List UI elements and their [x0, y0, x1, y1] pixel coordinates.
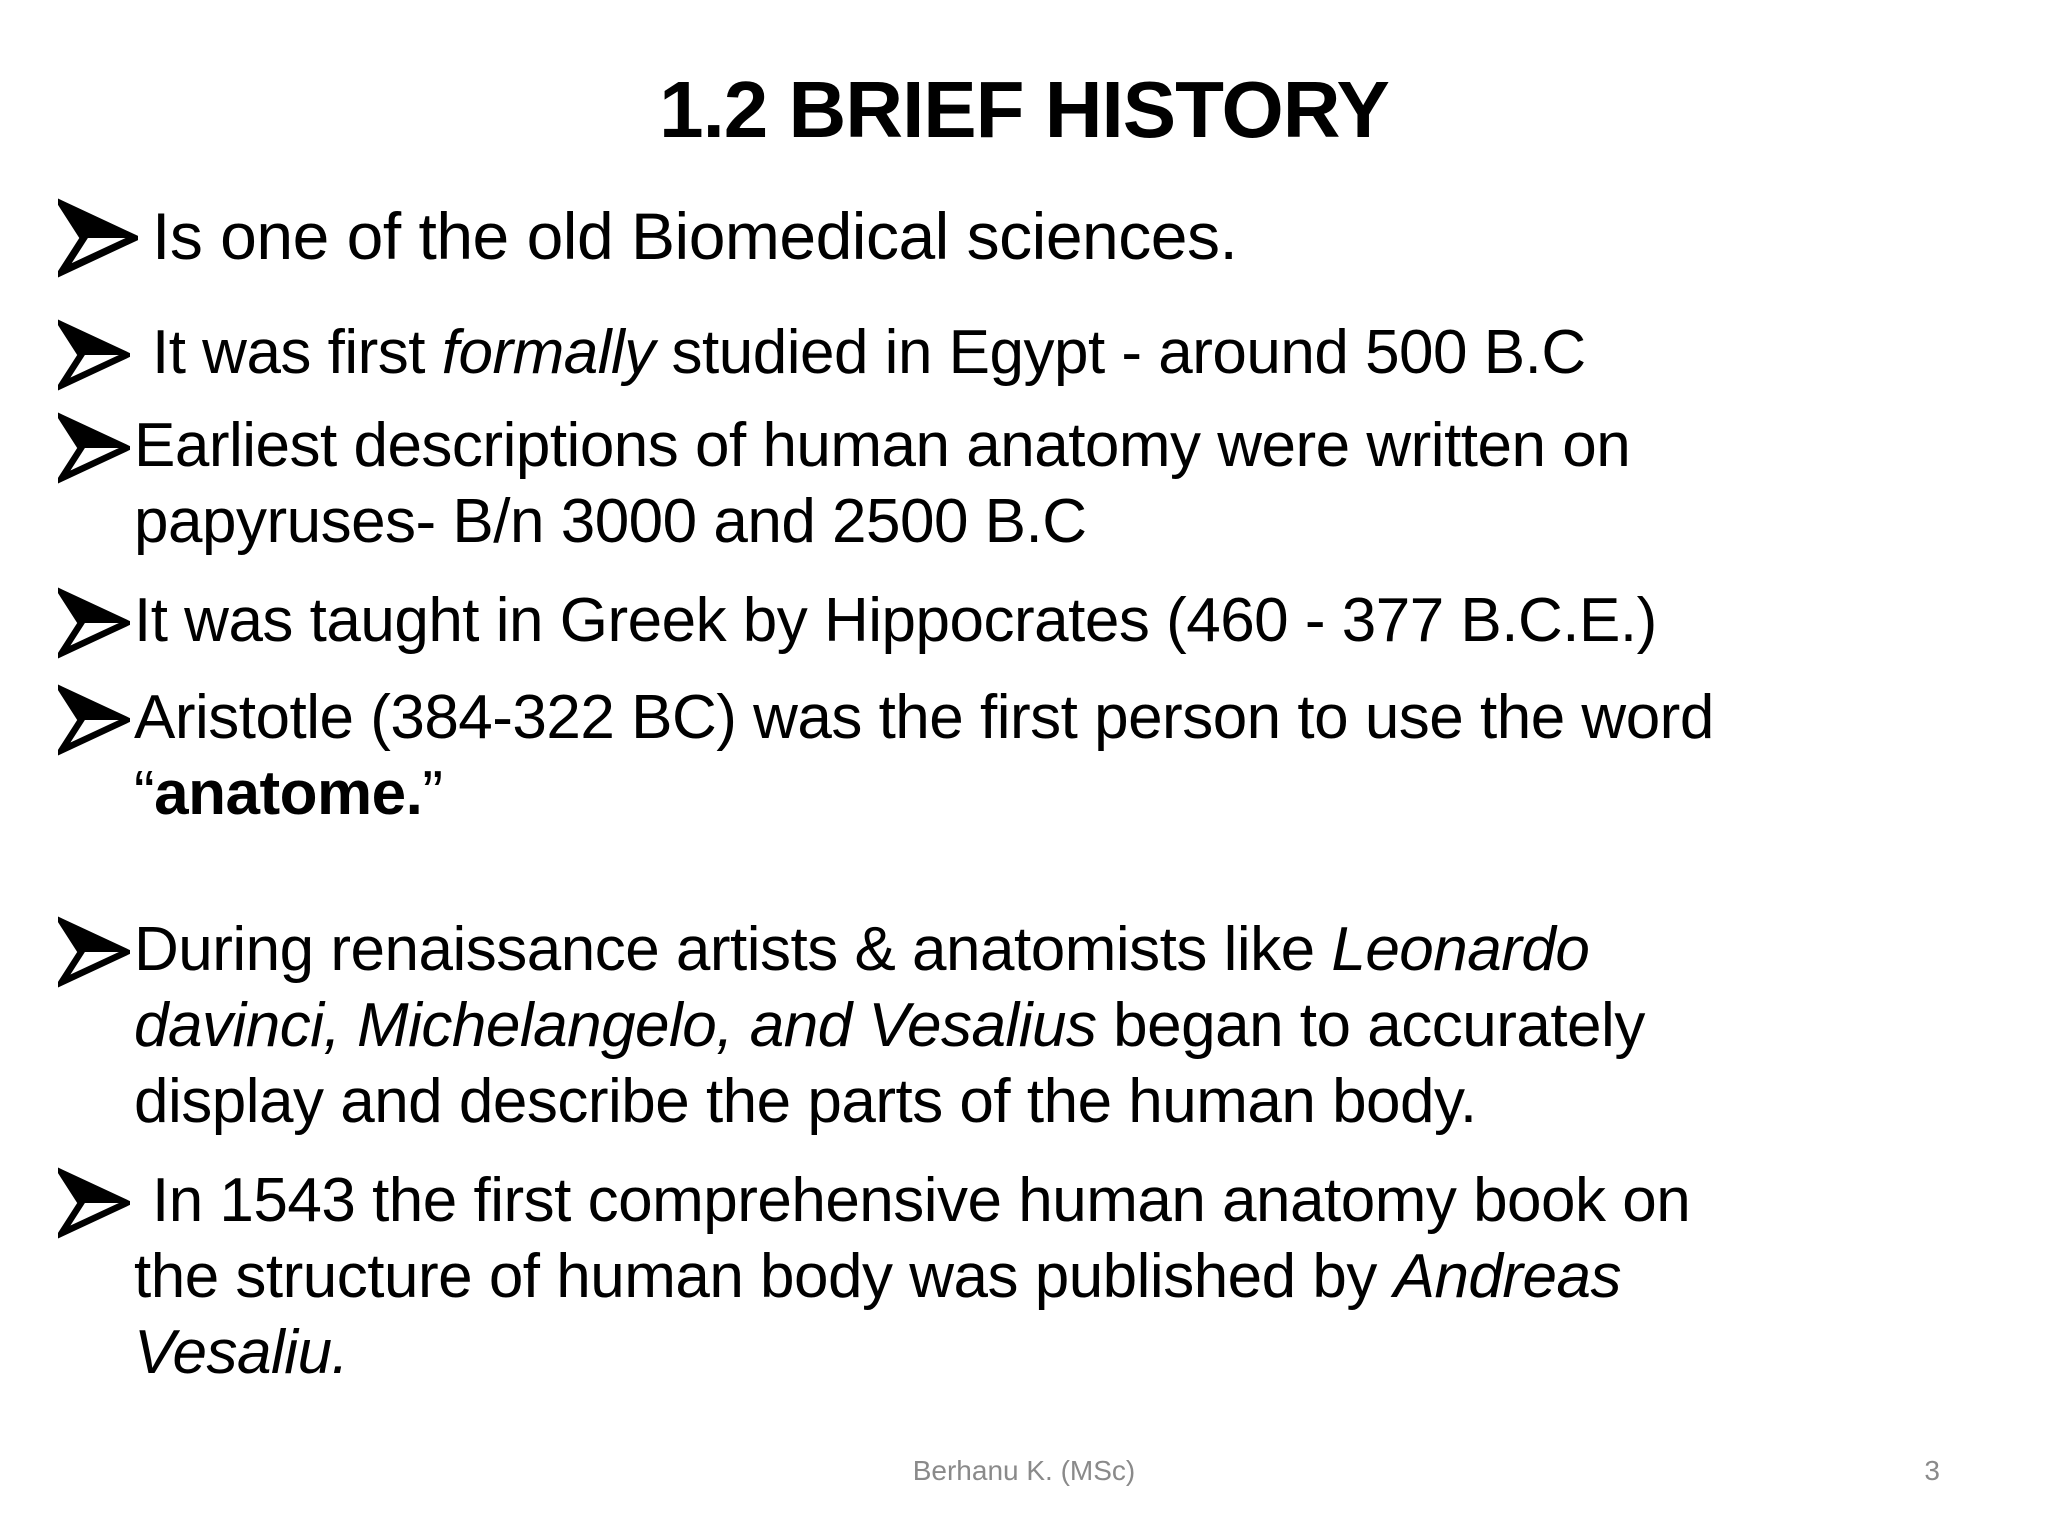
text-run: It was first: [152, 318, 442, 387]
bullet-line: [134, 1163, 2034, 1239]
text-run: Is one of the old Biomedical sciences.: [152, 199, 1238, 273]
text-run: papyruses- B/n 3000 and 2500 B.C: [134, 487, 1087, 556]
quote-mark: “: [134, 759, 155, 828]
bullet-text: [134, 408, 2034, 560]
bullet-line: [134, 1315, 2034, 1391]
strong-text: anatome.: [154, 759, 423, 828]
arrowhead-bullet-icon: [58, 1167, 130, 1239]
text-run: During renaissance artists & anatomists like: [134, 915, 1332, 984]
bullet-line: [134, 680, 2034, 756]
bullet-line: [134, 1239, 2034, 1315]
text-run: Earliest descriptions of human anatomy were written on: [134, 411, 1631, 480]
bullet-line: [134, 484, 2034, 560]
bullet-line: [134, 408, 2034, 484]
bullet-text: [134, 583, 2034, 659]
arrowhead-bullet-icon: [58, 319, 130, 391]
text-run: began to accurately: [1096, 991, 1645, 1060]
arrowhead-bullet-icon: [58, 684, 130, 756]
bullet-text: [134, 198, 2034, 274]
bullet-text: [134, 912, 2034, 1140]
quote-mark: ”: [422, 759, 443, 828]
text-run: studied in Egypt - around 500 B.C: [654, 318, 1586, 387]
arrowhead-bullet-icon: [58, 198, 138, 278]
emphasis-text: Leonardo: [1331, 915, 1590, 984]
emphasis-text: Andreas: [1393, 1242, 1622, 1311]
text-run: Aristotle (384-322 BC) was the first person to use the word: [134, 683, 1714, 752]
emphasis-text: davinci, Michelangelo, and Vesalius: [134, 991, 1097, 1060]
bullet-line: [134, 756, 2034, 832]
bullet-line: [134, 988, 2034, 1064]
text-run: the structure of human body was published by: [134, 1242, 1394, 1311]
text-run: In 1543 the first comprehensive human anatomy book on: [152, 1166, 1691, 1235]
footer-author: Berhanu K. (MSc): [912, 1455, 1136, 1486]
bullet-line: [134, 315, 2034, 391]
emphasis-text: formally: [441, 318, 655, 387]
bullet-line: [134, 198, 2034, 274]
slide-title: 1.2 BRIEF HISTORY: [659, 65, 1389, 154]
arrowhead-bullet-icon: [58, 587, 130, 659]
emphasis-text: Vesaliu.: [134, 1318, 349, 1387]
arrowhead-bullet-icon: [58, 412, 130, 484]
bullet-text: [134, 315, 2034, 391]
bullet-line: [134, 583, 2034, 659]
bullet-line: [134, 912, 2034, 988]
text-run: display and describe the parts of the human body.: [134, 1067, 1477, 1136]
bullet-text: [134, 1163, 2034, 1391]
text-run: It was taught in Greek by Hippocrates (460 - 377 B.C.E.): [134, 586, 1657, 655]
arrowhead-bullet-icon: [58, 916, 130, 988]
bullet-text: [134, 680, 2034, 832]
bullet-line: [134, 1064, 2034, 1140]
page-number: 3: [1924, 1455, 1940, 1486]
